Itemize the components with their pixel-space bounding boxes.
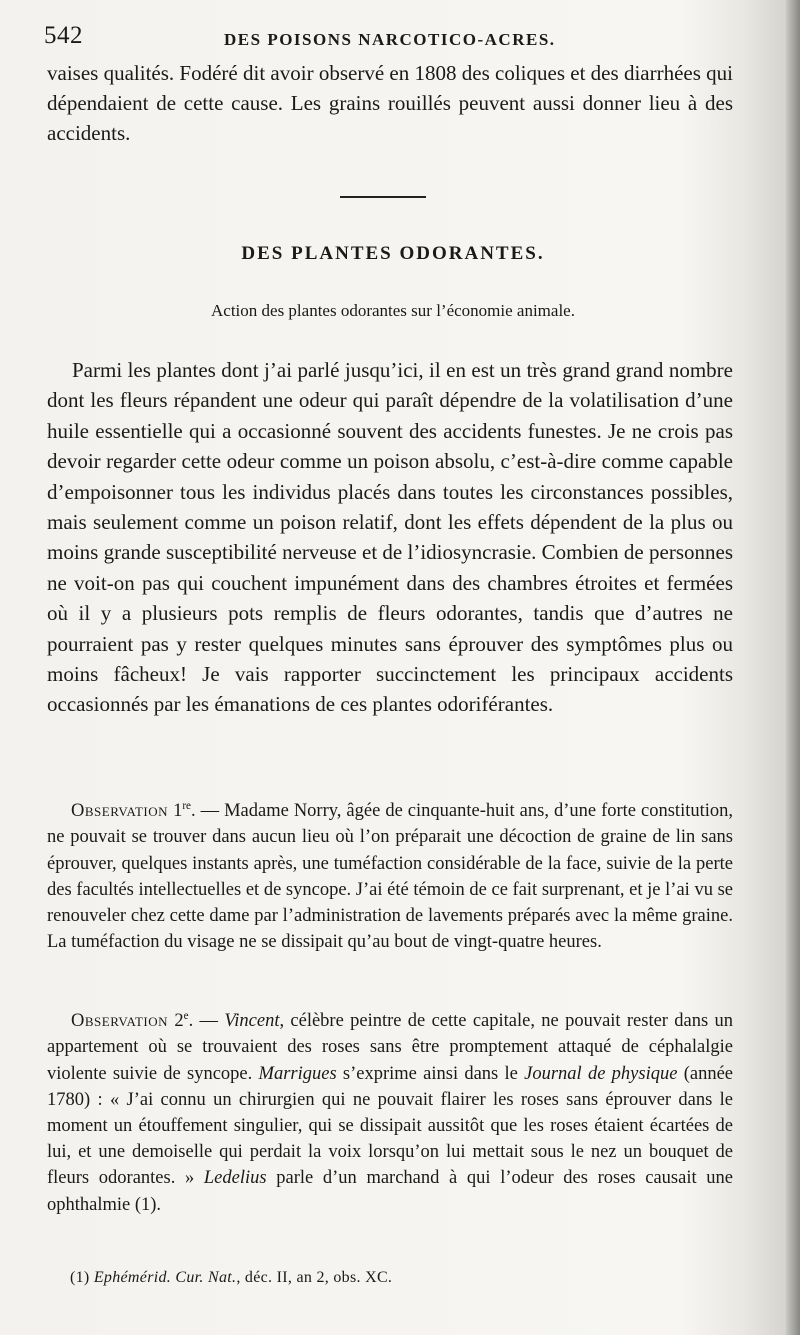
- person-name-marrigues: Marrigues: [258, 1063, 337, 1084]
- observation-text: (année 1780) : « J’ai connu un chirurgien qui ne pouvait flairer les roses sans éprouver dans le moment un étouffement singulier, qui se dissipait aussitôt que les roses étaient écartées de lui, et une demoiselle qui perdait la voix lorsqu’on lui mettait sous le nez un bouquet de fleurs odorantes. »: [47, 1063, 733, 1189]
- footnote-source: Ephémérid. Cur. Nat.: [93, 1269, 237, 1286]
- footnote-details: , déc. II, an 2, obs. XC.: [236, 1269, 393, 1286]
- main-paragraph: [47, 355, 733, 720]
- observation-label: Observation: [71, 801, 169, 822]
- observation-2: [47, 1003, 733, 1218]
- observation-text: , célèbre peintre de cette capitale, ne pouvait rester dans un appartement où se trouvaient des roses sans être promptement attaqué de céphalalgie violente suivie de syncope.: [47, 1011, 734, 1084]
- observation-label: Observation: [71, 1011, 169, 1032]
- footnote-marker: (1): [70, 1269, 94, 1286]
- section-title: DES PLANTES ODORANTES.: [241, 243, 545, 264]
- running-head: DES POISONS NARCOTICO-ACRES.: [224, 30, 556, 49]
- intro-text: vaises qualités. Fodéré dit avoir observé en 1808 des coliques et des diarrhées qui dépendaient de cette cause. Les grains rouillés peuvent aussi donner lieu à des accidents.: [47, 61, 733, 145]
- observation-text: s’exprime ainsi dans le: [336, 1063, 525, 1084]
- section-divider: [340, 196, 426, 198]
- footnote: [70, 1269, 392, 1287]
- observation-1: [47, 793, 733, 955]
- observation-text: . —: [188, 1011, 225, 1032]
- observation-text: parle d’un marchand à qui l’odeur des roses causait une ophthalmie (1).: [47, 1168, 733, 1215]
- person-name-vincent: Vincent: [224, 1011, 280, 1032]
- observation-number: 1: [173, 801, 183, 822]
- intro-paragraph: [47, 58, 733, 148]
- observation-number: 2: [174, 1011, 184, 1032]
- section-subtitle: Action des plantes odorantes sur l’économie animale.: [211, 301, 575, 320]
- observation-suffix: e: [183, 1010, 189, 1022]
- journal-title: Journal de physique: [524, 1063, 678, 1084]
- observation-text: . — Madame Norry, âgée de cinquante-huit ans, d’une forte constitution, ne pouvait se trouver dans aucun lieu où l’on préparait une décoction de graine de lin sans éprouver, quelques instants après, une tuméfaction considérable de la face, suivie de la perte des facultés intellectuelles et de syncope. J’ai été témoin de ce fait surprenant, et je l’ai vu se renouveler chez cette dame par l’administration de lavements préparés avec la même graine. La tuméfaction du visage ne se dissipait qu’au bout de vingt-quatre heures.: [47, 801, 734, 953]
- person-name-ledelius: Ledelius: [203, 1168, 267, 1189]
- page-number: 542: [44, 22, 83, 49]
- observation-suffix: re: [182, 800, 191, 812]
- main-text: Parmi les plantes dont j’ai parlé jusqu’ici, il en est un très grand grand nombre dont les fleurs répandent une odeur qui paraît dépendre de la volatilisation d’une huile essentielle qui a occasionné souvent des accidents funestes. Je ne crois pas devoir regarder cette odeur comme un poison absolu, c’est-à-dire comme capable d’empoisonner tous les individus placés dans toutes les circonstances possibles, mais seulement comme un poison relatif, dont les effets dépendent de la plus ou moins grande susceptibilité nerveuse et de l’idiosyncrasie. Combien de personnes ne voit-on pas qui couchent impunément dans des chambres étroites et fermées où il y a plusieurs pots remplis de fleurs odorantes, tandis que d’autres ne pourraient pas y rester quelques minutes sans éprouver des symptômes plus ou moins fâcheux! Je vais rapporter succinctement les principaux accidents occasionnés par les émanations de ces plantes odoriférantes.: [47, 358, 733, 717]
- page-header: [44, 22, 744, 62]
